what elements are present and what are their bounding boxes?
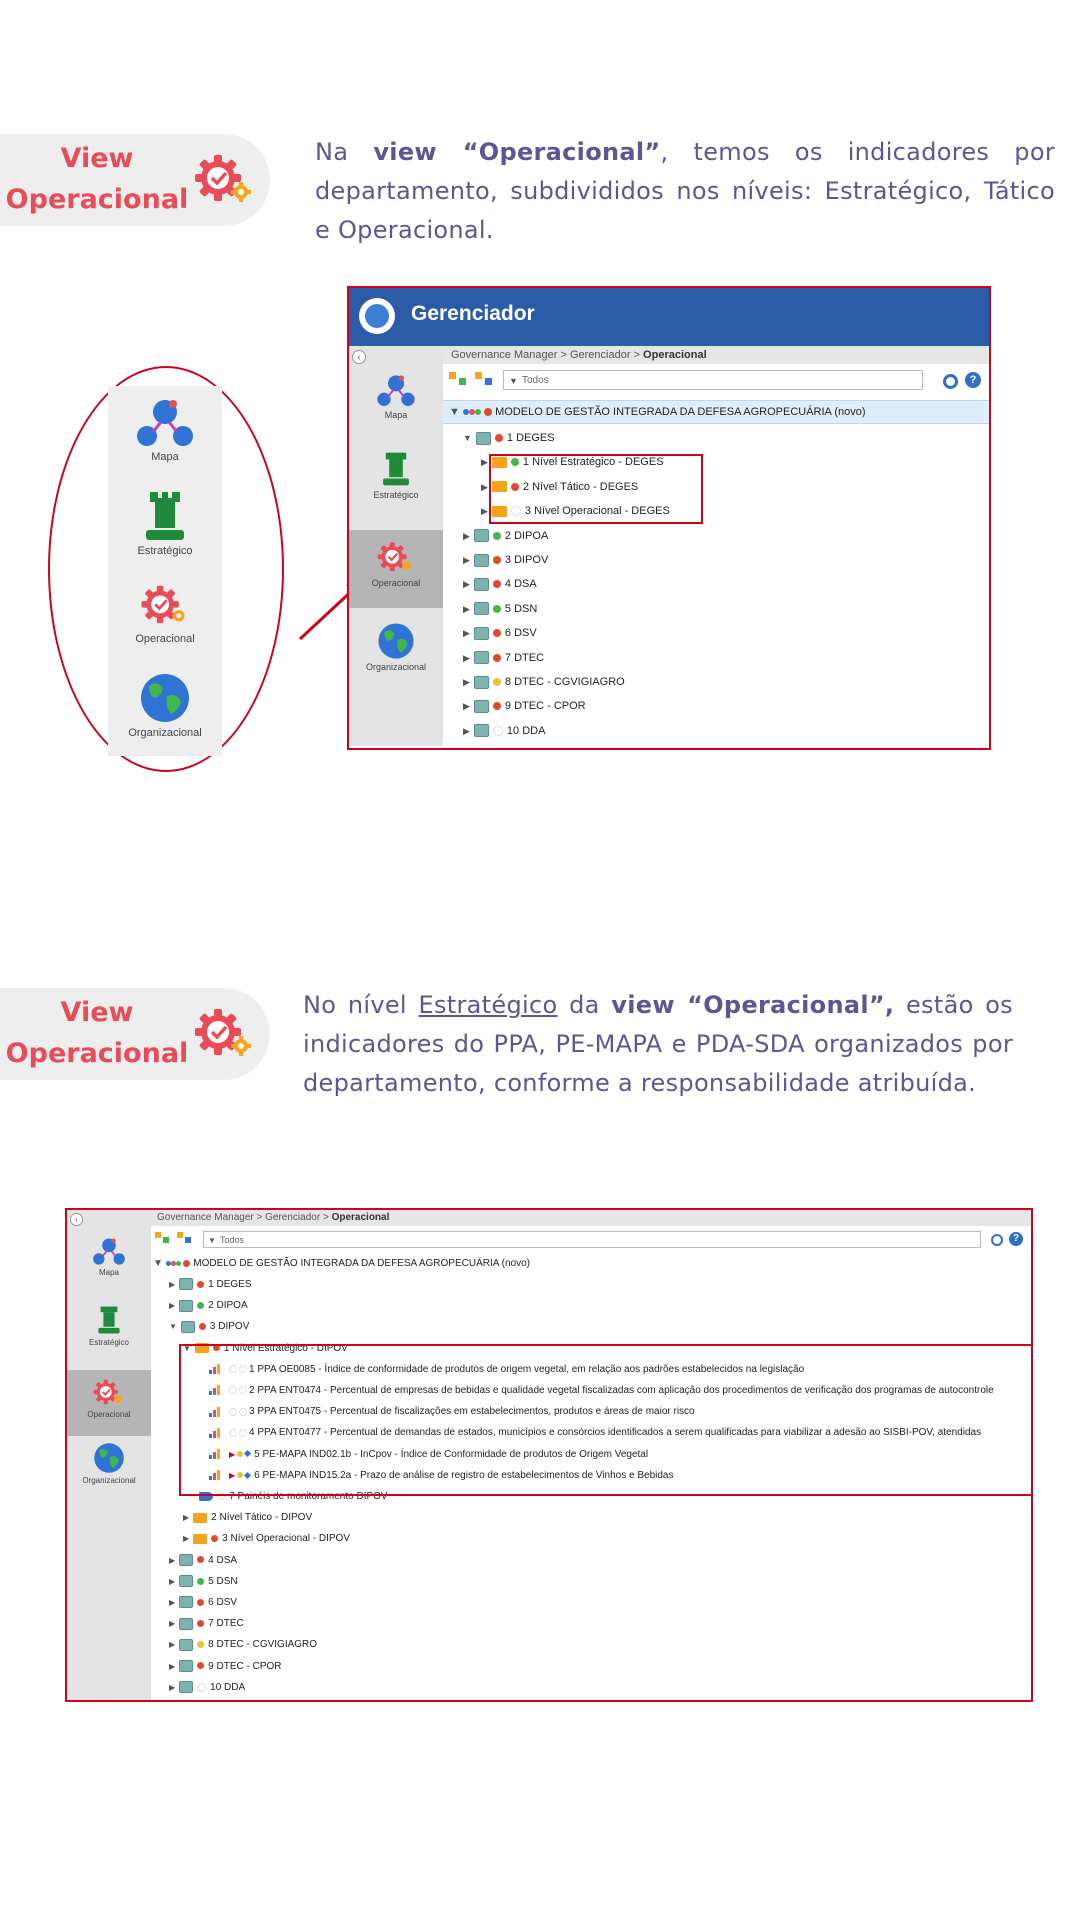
tree-row-label: 1 Nível Estratégico - DIPOV — [223, 1342, 348, 1354]
status-dot — [493, 702, 501, 710]
sidebar-item-mapa[interactable] — [349, 372, 443, 420]
chevron-down-icon: ▼ — [208, 1236, 216, 1245]
nav-sample-organizacional — [108, 672, 222, 739]
tree-root[interactable] — [443, 400, 989, 424]
department-icon — [474, 627, 489, 640]
tree-row[interactable] — [183, 1528, 350, 1549]
tree-row-label: 5 DSN — [504, 602, 538, 615]
gear-check-icon — [139, 582, 191, 630]
department-icon — [474, 554, 489, 567]
tree-row[interactable] — [169, 1316, 249, 1337]
tree-row-label: 3 Nível Operacional - DIPOV — [222, 1533, 350, 1545]
expand-triangle-icon[interactable]: ▶ — [183, 1534, 190, 1544]
status-dot — [197, 1641, 204, 1648]
gear-check-icon — [192, 1006, 256, 1062]
app-header — [349, 288, 989, 346]
search-icon[interactable] — [991, 1234, 1003, 1246]
nav-sample-organizacional-label: Organizacional — [128, 727, 202, 739]
globe-icon — [93, 1442, 125, 1474]
collapse-triangle-icon[interactable]: ▼ — [183, 1343, 191, 1353]
collapse-triangle-icon[interactable]: ▼ — [463, 433, 472, 443]
nav-sample-estrategico-label: Estratégico — [137, 545, 193, 557]
department-icon — [179, 1575, 193, 1587]
model-icon — [475, 409, 481, 415]
help-icon[interactable]: ? — [1009, 1232, 1023, 1246]
status-dot — [197, 1662, 204, 1669]
expand-triangle-icon[interactable]: ▶ — [481, 481, 488, 492]
gear-check-icon — [192, 152, 256, 208]
map-network-icon — [92, 1236, 126, 1266]
screenshot-gerenciador — [347, 286, 991, 750]
tree-row[interactable] — [169, 1613, 244, 1634]
breadcrumb-item[interactable]: Gerenciador — [569, 349, 631, 361]
badge-text — [0, 992, 194, 1074]
tree-row-label: 2 Nível Tático - DEGES — [522, 480, 639, 493]
tree-row-label: 4 DSA — [504, 578, 537, 591]
tree-row-label: 7 DTEC — [208, 1618, 244, 1630]
expand-triangle-icon[interactable]: ▶ — [169, 1598, 176, 1607]
tree-row-label: 10 DDA — [506, 724, 546, 737]
tree-row-label: 9 DTEC - CPOR — [208, 1660, 282, 1672]
tree-row[interactable] — [169, 1656, 282, 1677]
tree-row[interactable] — [463, 426, 555, 450]
chess-rook-icon — [379, 450, 413, 488]
view-badge — [0, 134, 270, 226]
tree-row-label: 3 PPA ENT0475 - Percentual de fiscalizações em estabelecimentos, produtos e áreas de maior risco — [249, 1406, 695, 1418]
highlight-box — [489, 454, 703, 524]
tree-row[interactable] — [169, 1677, 245, 1698]
expand-triangle-icon[interactable]: ▶ — [169, 1682, 176, 1692]
tree-row[interactable] — [463, 548, 548, 572]
sidebar-item-organizacional[interactable] — [349, 622, 443, 672]
status-dot — [183, 1260, 190, 1267]
status-dot — [197, 1620, 204, 1627]
app-title: Gerenciador — [411, 302, 535, 325]
tree-row-label: 1 PPA OE0085 - Índice de conformidade de produtos de origem vegetal, em relação aos padrões estabelecidos na legislação — [249, 1363, 805, 1375]
nav-sample-panel — [108, 386, 222, 756]
folder-icon — [193, 1513, 207, 1523]
badge-line1: View — [60, 143, 134, 174]
expand-triangle-icon[interactable]: ▶ — [229, 1449, 236, 1459]
globe-icon — [139, 672, 191, 724]
expand-triangle-icon[interactable]: ▶ — [463, 701, 470, 712]
map-network-icon — [135, 396, 195, 448]
department-icon — [179, 1596, 193, 1608]
sidebar-item-operacional[interactable] — [349, 530, 443, 608]
sidebar — [349, 346, 443, 746]
department-icon — [474, 676, 489, 689]
collapse-all-icon[interactable] — [475, 372, 495, 388]
status-dot — [493, 654, 501, 662]
tree-row[interactable] — [463, 719, 545, 743]
sidebar-item-label: Organizacional — [365, 662, 427, 672]
chess-rook-icon — [95, 1304, 123, 1336]
screenshot-dipov — [65, 1208, 1033, 1702]
status-dot — [493, 629, 501, 637]
expand-triangle-icon[interactable]: ▶ — [229, 1470, 236, 1480]
search-icon[interactable] — [943, 374, 958, 389]
collapse-triangle-icon: ▼ — [153, 1258, 163, 1269]
tree-row[interactable] — [463, 524, 548, 548]
collapse-triangle-icon: ▼ — [449, 406, 460, 418]
tree-row-label: 3 DIPOV — [209, 1321, 250, 1333]
tree-row-label: 8 DTEC - CGVIGIAGRO — [504, 676, 625, 688]
status-dot — [199, 1323, 206, 1330]
expand-triangle-icon[interactable]: ▶ — [463, 603, 470, 614]
tree-row-label: 1 DEGES — [208, 1279, 252, 1290]
department-icon — [179, 1660, 193, 1672]
status-dot — [495, 434, 503, 442]
department-icon — [179, 1554, 193, 1566]
tree-row[interactable] — [183, 1507, 312, 1528]
collapse-triangle-icon[interactable]: ▼ — [169, 1322, 177, 1332]
tree-row-label: 5 PE-MAPA IND02.1b - InCpov - Índice de Conformidade de produtos de Origem Vegetal — [254, 1448, 649, 1460]
breadcrumb-current: Operacional — [643, 349, 707, 361]
tree-row[interactable] — [169, 1295, 248, 1316]
tree-row-label: 7 Painéis de monitoramento DIPOV — [229, 1491, 388, 1502]
tree-root[interactable] — [153, 1256, 530, 1272]
department-icon — [179, 1278, 193, 1290]
tree-row-label: 2 PPA ENT0474 - Percentual de empresas de bebidas e qualidade vegetal fiscalizadas com aplicação dos procedimentos de verificação dos programas de autocontrole — [249, 1385, 994, 1396]
badge-line2: Operacional — [5, 1038, 189, 1069]
sidebar-item-label: Operacional — [371, 578, 421, 588]
expand-triangle-icon[interactable]: ▶ — [481, 457, 488, 468]
badge-text — [0, 138, 194, 220]
status-dot — [484, 408, 492, 416]
tree-row-label: 5 DSN — [208, 1575, 238, 1587]
sidebar — [67, 1210, 151, 1700]
view-badge — [0, 988, 270, 1080]
tree-row-label: 6 PE-MAPA IND15.2a - Prazo de análise de registro de estabelecimentos de Vinhos e Bebidas — [254, 1469, 674, 1481]
tree-row[interactable] — [463, 621, 537, 645]
department-icon — [474, 724, 489, 737]
expand-triangle-icon[interactable]: ▶ — [463, 725, 470, 736]
department-icon — [474, 578, 489, 591]
department-icon — [179, 1618, 193, 1630]
expand-triangle-icon[interactable]: ▶ — [463, 555, 470, 565]
sidebar-item-label: Mapa — [384, 410, 408, 420]
expand-triangle-icon[interactable]: ▶ — [169, 1619, 176, 1629]
tree-row-label: 3 DIPOV — [504, 554, 549, 566]
nav-sample-operacional-label: Operacional — [135, 633, 195, 645]
sidebar-item-estrategico[interactable] — [67, 1304, 151, 1347]
filter-select[interactable]: ▼ Todos — [203, 1231, 981, 1248]
tree-row-label: 2 Nível Tático - DIPOV — [211, 1512, 313, 1524]
department-icon — [474, 651, 489, 664]
sidebar-item-operacional[interactable] — [67, 1370, 151, 1436]
tree-row[interactable] — [463, 572, 537, 596]
tree-row[interactable] — [463, 646, 544, 670]
department-icon — [179, 1681, 193, 1693]
department-icon — [474, 529, 489, 542]
compass-icon — [359, 298, 395, 334]
breadcrumb-current: Operacional — [331, 1212, 390, 1223]
status-dot — [493, 726, 503, 736]
sidebar-item-organizacional[interactable] — [67, 1442, 151, 1485]
chevron-down-icon: ▼ — [509, 376, 518, 386]
expand-triangle-icon[interactable]: ▶ — [169, 1280, 176, 1289]
tree-row-label: 3 Nível Operacional - DEGES — [524, 505, 670, 518]
status-dot — [493, 678, 501, 686]
sidebar-item-label: Operacional — [87, 1410, 131, 1419]
status-dot — [211, 1535, 218, 1542]
tree-row-label: 8 DTEC - CGVIGIAGRO — [208, 1639, 318, 1651]
badge-line2: Operacional — [5, 184, 189, 215]
intro-paragraph: Na view “Operacional”, temos os indicadores por departamento, subdivididos nos níveis: Estratégico, Tático e Operacional. — [315, 138, 1055, 244]
department-icon — [179, 1300, 193, 1312]
tree-row-label: 7 DTEC — [504, 651, 545, 664]
expand-triangle-icon[interactable]: ▶ — [463, 652, 470, 663]
gear-check-icon — [376, 540, 416, 576]
tree-row-label: 9 DTEC - CPOR — [504, 700, 586, 713]
tree-root-label: MODELO DE GESTÃO INTEGRADA DA DEFESA AGROPECUÁRIA (novo) — [495, 406, 866, 418]
folder-icon — [193, 1534, 207, 1544]
tree-row-label: 1 Nível Estratégico - DEGES — [522, 456, 664, 469]
expand-triangle-icon[interactable]: ▶ — [169, 1555, 176, 1565]
model-icon — [166, 1261, 171, 1266]
status-dot — [197, 1302, 204, 1309]
collapse-all-icon[interactable] — [177, 1232, 195, 1246]
expand-triangle-icon[interactable]: ▶ — [463, 579, 470, 590]
tree-row[interactable] — [463, 670, 625, 694]
gear-check-icon — [92, 1378, 126, 1408]
model-icon — [171, 1261, 176, 1266]
tree-row-label: 2 DIPOA — [504, 529, 549, 542]
expand-triangle-icon[interactable]: ▶ — [169, 1301, 176, 1311]
expand-triangle-icon[interactable]: ▶ — [169, 1576, 176, 1586]
tree-row-label: 2 DIPOA — [208, 1300, 248, 1312]
expand-triangle-icon[interactable]: ▶ — [169, 1661, 176, 1671]
tree-row[interactable] — [169, 1274, 252, 1295]
status-dot — [197, 1556, 204, 1563]
expand-triangle-icon[interactable]: ▶ — [169, 1640, 176, 1650]
expand-all-icon[interactable] — [155, 1232, 173, 1246]
tree-row[interactable] — [169, 1592, 237, 1613]
sidebar-item-label: Organizacional — [82, 1476, 136, 1485]
expand-triangle-icon[interactable]: ▶ — [463, 628, 470, 639]
tree-row-label: 4 DSA — [208, 1554, 238, 1566]
tree-row[interactable] — [463, 597, 537, 621]
breadcrumb: Governance Manager > Gerenciador > Operacional — [151, 1210, 1031, 1226]
breadcrumb-item[interactable]: Governance Manager — [157, 1212, 254, 1223]
nav-sample-operacional — [108, 582, 222, 645]
map-network-icon — [376, 372, 416, 408]
help-icon[interactable]: ? — [965, 372, 981, 388]
sidebar-item-label: Estratégico — [373, 490, 419, 500]
department-icon — [474, 602, 489, 615]
status-dot — [197, 1599, 204, 1606]
department-icon — [181, 1321, 195, 1333]
status-dot — [197, 1683, 206, 1692]
nav-sample-estrategico — [108, 490, 222, 557]
status-dot — [493, 580, 501, 588]
strategic-paragraph: No nível Estratégico da view “Operacional”, estão os indicadores do PPA, PE-MAPA e PDA-SDA organizados por departamento, conforme a responsabilidade atribuída. — [303, 991, 1013, 1097]
breadcrumb: Governance Manager > Gerenciador > Operacional — [443, 346, 989, 364]
globe-icon — [377, 622, 415, 660]
expand-triangle-icon[interactable]: ▶ — [463, 677, 470, 687]
status-dot — [493, 532, 501, 540]
tree-row-label: 6 DSV — [208, 1597, 238, 1608]
department-icon — [179, 1639, 193, 1651]
breadcrumb-item[interactable]: Gerenciador — [265, 1212, 321, 1223]
tree-root-label: MODELO DE GESTÃO INTEGRADA DA DEFESA AGROPECUÁRIA (novo) — [193, 1258, 531, 1269]
expand-triangle-icon[interactable]: ▶ — [481, 506, 488, 517]
tree-row[interactable] — [463, 694, 586, 718]
status-dot — [197, 1281, 204, 1288]
status-dot — [493, 605, 501, 613]
tree-row[interactable] — [169, 1550, 237, 1571]
expand-triangle-icon[interactable]: ▶ — [463, 530, 470, 541]
expand-all-icon[interactable] — [449, 372, 469, 388]
tree-row-label: 6 DSV — [504, 627, 537, 640]
model-icon — [176, 1261, 181, 1266]
tree-row-label: 4 PPA ENT0477 - Percentual de demandas de estados, municípios e consórcios identificados a serem qualificadas para viabilizar a adesão ao SISBI-POV, atendidas — [249, 1427, 982, 1439]
nav-sample-mapa-label: Mapa — [151, 451, 179, 463]
tree-row[interactable] — [169, 1571, 238, 1592]
sidebar-item-mapa[interactable] — [67, 1236, 151, 1277]
expand-triangle-icon[interactable]: ▶ — [183, 1513, 190, 1523]
nav-sample-mapa — [108, 396, 222, 463]
collapse-icon[interactable]: ‹ — [70, 1213, 83, 1226]
filter-select[interactable]: ▼ Todos — [503, 370, 923, 390]
department-icon — [476, 432, 491, 445]
breadcrumb-item[interactable]: Governance Manager — [451, 349, 558, 361]
tree-row[interactable] — [169, 1634, 317, 1655]
collapse-icon[interactable]: ‹ — [352, 350, 366, 364]
sidebar-item-label: Mapa — [98, 1268, 119, 1277]
chess-rook-icon — [140, 490, 190, 542]
sidebar-item-estrategico[interactable] — [349, 450, 443, 500]
tree-row-label: 1 DEGES — [506, 432, 555, 444]
department-icon — [474, 700, 489, 713]
tree-row-label: 10 DDA — [210, 1681, 246, 1693]
badge-line1: View — [60, 997, 134, 1028]
status-dot — [493, 556, 501, 564]
status-dot — [197, 1578, 204, 1585]
sidebar-item-label: Estratégico — [88, 1338, 130, 1347]
highlight-box — [179, 1344, 1033, 1496]
